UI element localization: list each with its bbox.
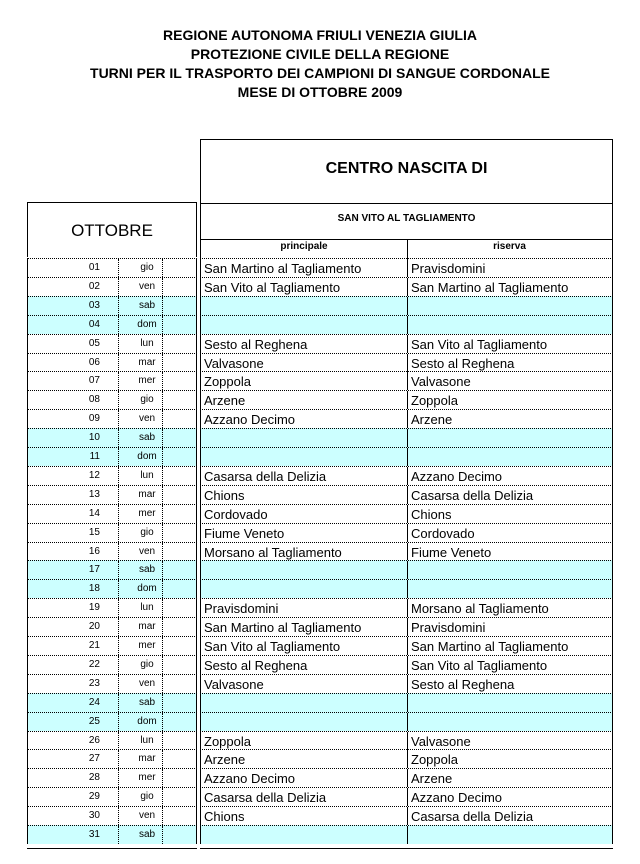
divider bbox=[118, 769, 119, 787]
date-cell bbox=[27, 674, 197, 693]
assignment-cell bbox=[200, 825, 613, 844]
primary-centre: San Vito al Tagliamento bbox=[204, 279, 341, 295]
assignment-cell bbox=[200, 693, 613, 712]
divider bbox=[118, 675, 119, 693]
primary-centre: Chions bbox=[204, 487, 245, 503]
divider bbox=[118, 580, 119, 598]
divider bbox=[407, 486, 408, 504]
primary-centre: Valvasone bbox=[204, 355, 264, 371]
weekday: gio bbox=[140, 262, 154, 273]
divider bbox=[118, 826, 119, 844]
day-number: 21 bbox=[88, 640, 100, 651]
weekday: sab bbox=[138, 299, 156, 311]
reserve-centre: San Vito al Tagliamento bbox=[411, 657, 548, 673]
table-row bbox=[0, 768, 640, 787]
table-row bbox=[0, 353, 640, 372]
day-number: 09 bbox=[88, 413, 100, 425]
divider bbox=[118, 599, 119, 617]
weekday: gio bbox=[140, 526, 154, 538]
date-cell bbox=[27, 749, 197, 768]
weekday: gio bbox=[140, 791, 154, 803]
table-row bbox=[0, 693, 640, 712]
divider bbox=[407, 297, 408, 315]
assignment-cell bbox=[200, 296, 613, 315]
date-cell bbox=[27, 731, 197, 750]
day-number: 23 bbox=[88, 677, 100, 689]
day-number: 06 bbox=[88, 356, 100, 368]
divider bbox=[118, 410, 119, 428]
table-bottom-border bbox=[200, 848, 613, 849]
primary-centre: San Martino al Tagliamento bbox=[204, 261, 362, 276]
reserve-centre: Pravisdomini bbox=[411, 620, 486, 636]
day-number: 03 bbox=[88, 299, 100, 311]
divider bbox=[407, 656, 408, 674]
reserve-centre: Zoppola bbox=[411, 752, 458, 768]
day-number: 16 bbox=[88, 545, 100, 557]
divider bbox=[118, 278, 119, 296]
day-number: 10 bbox=[88, 432, 100, 444]
divider bbox=[118, 448, 119, 466]
table-row bbox=[0, 258, 640, 277]
date-cell bbox=[27, 334, 197, 353]
primary-centre: Pravisdomini bbox=[204, 601, 279, 617]
assignment-cell bbox=[200, 749, 613, 768]
weekday: mer bbox=[138, 772, 156, 784]
date-cell bbox=[27, 315, 197, 334]
date-cell bbox=[27, 617, 197, 636]
weekday: sab bbox=[138, 829, 156, 840]
assignment-cell bbox=[200, 485, 613, 504]
primary-centre: Zoppola bbox=[204, 374, 251, 390]
assignment-cell bbox=[200, 617, 613, 636]
table-row bbox=[0, 296, 640, 315]
date-cell bbox=[27, 825, 197, 844]
day-number: 18 bbox=[88, 583, 100, 595]
day-number: 05 bbox=[88, 337, 100, 349]
weekday: sab bbox=[138, 432, 156, 444]
table-row bbox=[0, 787, 640, 806]
date-cell bbox=[27, 296, 197, 315]
assignment-cell bbox=[200, 353, 613, 372]
divider bbox=[407, 713, 408, 731]
weekday: ven bbox=[138, 545, 156, 557]
divider bbox=[407, 505, 408, 523]
divider bbox=[407, 335, 408, 353]
table-row bbox=[0, 579, 640, 598]
reserve-centre: Chions bbox=[411, 506, 452, 522]
date-cell bbox=[27, 466, 197, 485]
divider bbox=[407, 410, 408, 428]
date-cell bbox=[27, 277, 197, 296]
divider bbox=[407, 750, 408, 768]
column-header-primary: principale bbox=[280, 241, 328, 252]
reserve-centre: San Vito al Tagliamento bbox=[411, 336, 548, 352]
table-row bbox=[0, 712, 640, 731]
assignment-cell bbox=[200, 277, 613, 296]
day-number: 22 bbox=[88, 658, 100, 670]
reserve-centre: San Martino al Tagliamento bbox=[411, 279, 569, 295]
table-row bbox=[0, 409, 640, 428]
primary-centre: Fiume Veneto bbox=[204, 525, 285, 541]
assignment-cell bbox=[200, 315, 613, 334]
date-cell bbox=[27, 712, 197, 731]
reserve-centre: Sesto al Reghena bbox=[411, 355, 515, 371]
assignment-cell bbox=[200, 674, 613, 693]
date-cell bbox=[27, 579, 197, 598]
divider bbox=[407, 278, 408, 296]
divider bbox=[201, 203, 612, 204]
primary-centre: Chions bbox=[204, 809, 245, 825]
table-row bbox=[0, 749, 640, 768]
divider bbox=[407, 675, 408, 693]
table-row bbox=[0, 655, 640, 674]
primary-centre: Casarsa della Delizia bbox=[204, 468, 327, 484]
divider bbox=[118, 467, 119, 485]
table-row bbox=[0, 674, 640, 693]
reserve-centre: Azzano Decimo bbox=[411, 468, 503, 484]
reserve-centre: Fiume Veneto bbox=[411, 544, 492, 560]
weekday: dom bbox=[137, 715, 157, 727]
divider bbox=[407, 524, 408, 542]
primary-centre: Valvasone bbox=[204, 676, 264, 692]
day-number: 27 bbox=[88, 753, 100, 765]
weekday: lun bbox=[140, 734, 154, 746]
day-number: 14 bbox=[88, 507, 100, 519]
date-cell bbox=[27, 485, 197, 504]
weekday: sab bbox=[138, 564, 156, 576]
date-cell bbox=[27, 409, 197, 428]
primary-centre: Sesto al Reghena bbox=[204, 336, 308, 352]
date-cell bbox=[27, 806, 197, 825]
date-cell bbox=[27, 787, 197, 806]
day-number: 07 bbox=[88, 375, 100, 387]
day-number: 25 bbox=[88, 715, 100, 727]
assignment-cell bbox=[200, 579, 613, 598]
weekday: lun bbox=[140, 602, 154, 614]
date-cell bbox=[27, 655, 197, 674]
divider bbox=[407, 561, 408, 579]
divider bbox=[118, 750, 119, 768]
day-number: 04 bbox=[88, 318, 100, 330]
assignment-cell bbox=[200, 447, 613, 466]
date-cell bbox=[27, 447, 197, 466]
divider bbox=[118, 543, 119, 561]
table-row bbox=[0, 466, 640, 485]
date-cell bbox=[27, 542, 197, 561]
divider bbox=[118, 656, 119, 674]
assignment-cell bbox=[200, 409, 613, 428]
reserve-centre: Arzene bbox=[411, 771, 453, 787]
assignment-cell bbox=[200, 787, 613, 806]
reserve-centre: San Martino al Tagliamento bbox=[411, 639, 569, 654]
table-row bbox=[0, 504, 640, 523]
weekday: ven bbox=[138, 413, 156, 425]
table-row bbox=[0, 277, 640, 296]
day-number: 19 bbox=[88, 602, 100, 614]
table-row bbox=[0, 731, 640, 750]
divider bbox=[407, 543, 408, 561]
divider bbox=[118, 486, 119, 504]
assignment-cell bbox=[200, 504, 613, 523]
weekday: mer bbox=[138, 640, 156, 651]
date-cell bbox=[27, 428, 197, 447]
weekday: mar bbox=[138, 356, 156, 368]
date-cell bbox=[27, 636, 197, 655]
divider bbox=[407, 826, 408, 844]
date-cell bbox=[27, 523, 197, 542]
weekday: lun bbox=[140, 469, 154, 481]
divider bbox=[407, 732, 408, 750]
day-number: 30 bbox=[88, 810, 100, 822]
assignment-cell bbox=[200, 768, 613, 787]
divider bbox=[118, 316, 119, 334]
date-cell bbox=[27, 598, 197, 617]
table-row bbox=[0, 390, 640, 409]
day-number: 31 bbox=[88, 829, 100, 840]
divider bbox=[407, 372, 408, 390]
weekday: ven bbox=[138, 810, 156, 822]
weekday: gio bbox=[140, 658, 154, 670]
weekday: gio bbox=[140, 394, 154, 406]
primary-centre: Casarsa della Delizia bbox=[204, 790, 327, 806]
divider bbox=[118, 732, 119, 750]
centre-header-cell bbox=[200, 139, 613, 258]
weekday: dom bbox=[137, 318, 157, 330]
day-number: 12 bbox=[88, 469, 100, 481]
date-cell bbox=[27, 390, 197, 409]
date-cell bbox=[27, 693, 197, 712]
weekday: mer bbox=[138, 507, 156, 519]
divider bbox=[407, 467, 408, 485]
weekday: lun bbox=[140, 337, 154, 349]
divider bbox=[118, 788, 119, 806]
divider bbox=[407, 429, 408, 447]
assignment-cell bbox=[200, 655, 613, 674]
day-number: 08 bbox=[88, 394, 100, 406]
primary-centre: Sesto al Reghena bbox=[204, 657, 308, 673]
table-row bbox=[0, 523, 640, 542]
day-number: 15 bbox=[88, 526, 100, 538]
weekday: dom bbox=[137, 583, 157, 595]
assignment-cell bbox=[200, 731, 613, 750]
divider bbox=[118, 372, 119, 390]
primary-centre: Cordovado bbox=[204, 506, 268, 522]
divider bbox=[407, 599, 408, 617]
date-cell bbox=[27, 258, 197, 277]
divider bbox=[118, 618, 119, 636]
day-number: 17 bbox=[88, 564, 100, 576]
reserve-centre: Pravisdomini bbox=[411, 261, 486, 276]
table-bottom-border bbox=[27, 848, 197, 849]
divider bbox=[118, 297, 119, 315]
divider bbox=[407, 316, 408, 334]
reserve-centre: Cordovado bbox=[411, 525, 475, 541]
assignment-cell bbox=[200, 428, 613, 447]
primary-centre: Morsano al Tagliamento bbox=[204, 544, 342, 560]
reserve-centre: Valvasone bbox=[411, 733, 471, 749]
assignment-cell bbox=[200, 258, 613, 277]
date-cell bbox=[27, 504, 197, 523]
table-row bbox=[0, 636, 640, 655]
assignment-cell bbox=[200, 371, 613, 390]
month-label: OTTOBRE bbox=[71, 221, 153, 240]
table-row bbox=[0, 806, 640, 825]
day-number: 13 bbox=[88, 488, 100, 500]
assignment-cell bbox=[200, 712, 613, 731]
divider bbox=[118, 391, 119, 409]
weekday: dom bbox=[137, 451, 157, 462]
title-subject: TURNI PER IL TRASPORTO DEI CAMPIONI DI SANGUE CORDONALE bbox=[90, 65, 550, 81]
table-row bbox=[0, 617, 640, 636]
reserve-centre: Casarsa della Delizia bbox=[411, 809, 534, 825]
day-number: 28 bbox=[88, 772, 100, 784]
month-header-cell bbox=[27, 202, 197, 257]
weekday: mar bbox=[138, 753, 156, 765]
weekday: sab bbox=[138, 696, 156, 708]
assignment-cell bbox=[200, 390, 613, 409]
reserve-centre: Morsano al Tagliamento bbox=[411, 601, 549, 617]
divider bbox=[118, 694, 119, 712]
divider bbox=[407, 807, 408, 825]
centre-label: CENTRO NASCITA DI bbox=[325, 160, 488, 177]
table-row bbox=[0, 371, 640, 390]
primary-centre: San Vito al Tagliamento bbox=[204, 639, 341, 654]
assignment-cell bbox=[200, 636, 613, 655]
divider bbox=[118, 524, 119, 542]
day-number: 20 bbox=[88, 621, 100, 633]
primary-centre: Zoppola bbox=[204, 733, 251, 749]
weekday: mar bbox=[138, 488, 156, 500]
table-row bbox=[0, 334, 640, 353]
table-row bbox=[0, 447, 640, 466]
date-cell bbox=[27, 560, 197, 579]
primary-centre: Arzene bbox=[204, 393, 246, 409]
table-row bbox=[0, 560, 640, 579]
table-row bbox=[0, 315, 640, 334]
table-row bbox=[0, 428, 640, 447]
day-number: 26 bbox=[88, 734, 100, 746]
weekday: mar bbox=[138, 621, 156, 633]
divider bbox=[407, 448, 408, 466]
reserve-centre: Zoppola bbox=[411, 393, 458, 409]
day-number: 29 bbox=[88, 791, 100, 803]
primary-centre: Arzene bbox=[204, 752, 246, 768]
reserve-centre: Valvasone bbox=[411, 374, 471, 390]
assignment-cell bbox=[200, 598, 613, 617]
divider bbox=[118, 429, 119, 447]
title-region: REGIONE AUTONOMA FRIULI VENEZIA GIULIA bbox=[163, 27, 477, 43]
day-number: 02 bbox=[88, 280, 100, 292]
divider bbox=[407, 259, 408, 277]
primary-centre: Azzano Decimo bbox=[204, 771, 296, 787]
assignment-cell bbox=[200, 806, 613, 825]
divider bbox=[118, 354, 119, 372]
divider bbox=[407, 618, 408, 636]
date-cell bbox=[27, 768, 197, 787]
assignment-cell bbox=[200, 466, 613, 485]
day-number: 24 bbox=[88, 696, 100, 708]
divider bbox=[407, 769, 408, 787]
divider bbox=[118, 335, 119, 353]
divider bbox=[118, 505, 119, 523]
date-cell bbox=[27, 353, 197, 372]
divider bbox=[407, 580, 408, 598]
divider bbox=[118, 637, 119, 655]
divider bbox=[118, 807, 119, 825]
divider bbox=[407, 694, 408, 712]
document-title bbox=[0, 26, 640, 102]
divider bbox=[118, 561, 119, 579]
divider bbox=[407, 788, 408, 806]
reserve-centre: Azzano Decimo bbox=[411, 790, 503, 806]
column-header-reserve: riserva bbox=[493, 241, 526, 252]
reserve-centre: Casarsa della Delizia bbox=[411, 487, 534, 503]
divider bbox=[407, 637, 408, 655]
centre-location: SAN VITO AL TAGLIAMENTO bbox=[337, 213, 476, 224]
divider bbox=[407, 354, 408, 372]
table-row bbox=[0, 825, 640, 844]
day-number: 01 bbox=[88, 262, 100, 273]
day-number: 11 bbox=[89, 451, 100, 462]
weekday: ven bbox=[138, 677, 156, 689]
divider bbox=[407, 391, 408, 409]
assignment-cell bbox=[200, 542, 613, 561]
table-row bbox=[0, 542, 640, 561]
weekday: mer bbox=[138, 375, 156, 387]
assignment-cell bbox=[200, 523, 613, 542]
reserve-centre: Sesto al Reghena bbox=[411, 676, 515, 692]
primary-centre: Azzano Decimo bbox=[204, 412, 296, 428]
title-month: MESE DI OTTOBRE 2009 bbox=[237, 84, 403, 100]
reserve-centre: Arzene bbox=[411, 412, 453, 428]
date-cell bbox=[27, 371, 197, 390]
divider bbox=[118, 713, 119, 731]
title-department: PROTEZIONE CIVILE DELLA REGIONE bbox=[190, 46, 450, 62]
table-row bbox=[0, 485, 640, 504]
assignment-cell bbox=[200, 334, 613, 353]
table-row bbox=[0, 598, 640, 617]
primary-centre: San Martino al Tagliamento bbox=[204, 620, 362, 636]
weekday: ven bbox=[138, 280, 156, 292]
assignment-cell bbox=[200, 560, 613, 579]
divider bbox=[118, 259, 119, 277]
